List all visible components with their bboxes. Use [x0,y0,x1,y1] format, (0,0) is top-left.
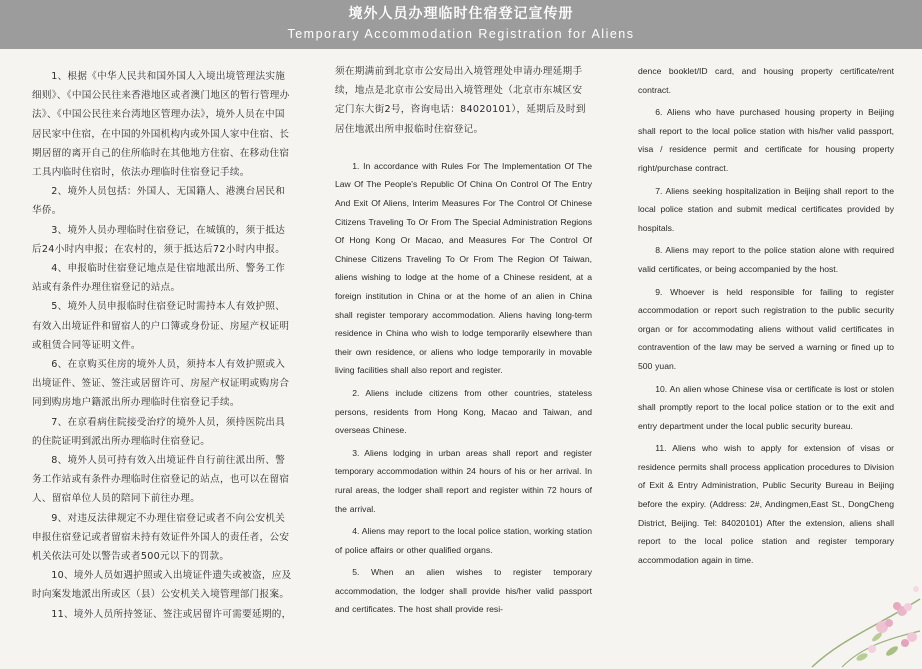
column-chinese [32,62,294,662]
cn-paragraph-2: 2、境外人员包括：外国人、无国籍人、港澳台居民和华侨。 [32,186,286,217]
en-paragraph-8: 8. Aliens may report to the police station alone with required valid certificates, or being accompanied by the host. [638,245,894,274]
en-paragraph-10: 10. An alien whose Chinese visa or certificate is lost or stolen shall promptly report to the local police station or to the exit and entry department under the local public security bureau. [638,383,894,431]
cn-paragraph-10: 10、境外人员如遇护照或入出境证件遗失或被盗，应及时向案发地派出所或区（县）公安机关入境管理部门报案。 [32,570,292,601]
cn-paragraph-11: 11、境外人员所持签证、签注或居留许可需要延期的， [51,608,292,620]
title-chinese: 境外人员办理临时住宿登记宣传册 [348,6,574,22]
cn-paragraph-3: 3、境外人员办理临时住宿登记，在城镇的，须于抵达后24小时内申报；在农村的，须于抵达后72小时内申报。 [32,224,286,255]
cn-paragraph-9: 9、对违反法律规定不办理住宿登记或者不向公安机关申报住宿登记或者留宿未持有效证件外国人的责任者，公安机关依法可处以警告或者500元以下的罚款。 [32,512,290,563]
en-paragraph-7: 7. Aliens seeking hospitalization in Beijing shall report to the local police station and submit medical certificates provided by hospitals. [638,185,894,233]
en-paragraph-1: 1. In accordance with Rules For The Implementation Of The Law Of The People's Republic Of China On Control Of The Entry And Exit Of Aliens, Interim Measures For The Control Of Chinese Citizens Traveling To Or From The Special Administration Regions Of Hong Kong Or Macao, and Measures For The Control Of Chinese Citizens Traveling To Or From The Region Of Taiwan, aliens wishing to lodge at the home of a Chinese resident, at a foreign institution in China or at the home of an alien in China shall register temporary accommodation. Aliens having long-term residence in China who wish to lodge temporarily elsewhere than their own residence, or aliens who lodge temporarily in movable living facilities shall also report and register. [335,160,592,376]
cn-paragraph-8: 8、境外人员可持有效入出境证件自行前往派出所、警务工作站或有条件办理临时住宿登记的站点，也可以在留宿人、留宿单位人员的陪同下前往办理。 [32,455,290,505]
cn-paragraph-4: 4、申报临时住宿登记地点是住宿地派出所、警务工作站或有条件办理住宿登记的站点。 [32,263,286,294]
en-paragraph-5-continued: dence booklet/ID card, and housing property certificate/rent contract. [638,66,894,95]
en-paragraph-6: 6. Aliens who have purchased housing property in Beijing shall report to the local police station with his/her valid passport, visa / residence permit and certificate for housing property right/purchase contract. [638,107,894,173]
en-paragraph-11: 11. Aliens who wish to apply for extension of visas or residence permits shall process application procedures to Division of Exit & Entry Administration, Public Security Bureau in Beijing before the expiry. (Address: 2#, Andingmen,East St., DongCheng District, Beijing. Tel: 84020101) After the extension, aliens shall report to the local police station and register temporary accommodation again in time. [638,443,894,565]
flower-decoration-icon [802,559,922,669]
cn-paragraph-11-continued: 须在期满前到北京市公安局出入境管理处申请办理延期手续，地点是北京市公安局出入境管理处（北京市东城区安定门东大街2号，咨询电话：84020101），延期后及时到居住地派出所申报临时住宿登记。 [335,66,586,135]
cn-paragraph-1: 1、根据《中华人民共和国外国人入境出境管理法实施细则》、《中国公民往来香港地区或者澳门地区的暂行管理办法》、《中国公民往来台湾地区管理办法》，境外人员在中国居民家中住宿，在中国的外国机构内或外国人家中住宿、长期居留的离开自己的住所临时在其他地方住宿、在移动住宿工具内临时住宿时，依法办理临时住宿登记手续。 [32,71,290,179]
title-english: Temporary Accommodation Registration for Aliens [287,27,635,41]
cn-paragraph-6: 6、在京购买住房的境外人员，须持本人有效护照或入出境证件、签证、签注或居留许可、房屋产权证明或购房合同到购房地户籍派出所办理临时住宿登记手续。 [32,359,290,409]
en-paragraph-4: 4. Aliens may report to the local police station, working station of police affairs or other qualified organs. [335,526,592,555]
en-paragraph-2: 2. Aliens include citizens from other countries, stateless persons, residents from Hong Kong, Macao and Taiwan, and overseas Chinese. [335,387,592,436]
cn-paragraph-5: 5、境外人员申报临时住宿登记时需持本人有效护照、有效入出境证件和留宿人的户口簿或身份证、房屋产权证明或租赁合同等证明文件。 [32,301,290,351]
en-paragraph-5: 5. When an alien wishes to register temporary accommodation, the lodger shall provide his/her valid passport and certificates. The host shall provide resi- [335,567,592,615]
cn-paragraph-7: 7、在京看病住院接受治疗的境外人员，须持医院出具的住院证明到派出所办理临时住宿登记。 [32,416,286,447]
page-header [0,0,922,49]
en-paragraph-3: 3. Aliens lodging in urban areas shall report and register temporary accommodation within 24 hours of his or her arrival. In rural areas, the lodger shall report and register within 72 hours of the arrival. [335,447,592,514]
en-paragraph-9: 9. Whoever is held responsible for failing to register accommodation or report such registration to the public security organ or for accommodating aliens without valid certificates in contravention of the law may be served a warning or fined up to 500 yuan. [638,286,894,371]
column-middle [335,62,592,662]
